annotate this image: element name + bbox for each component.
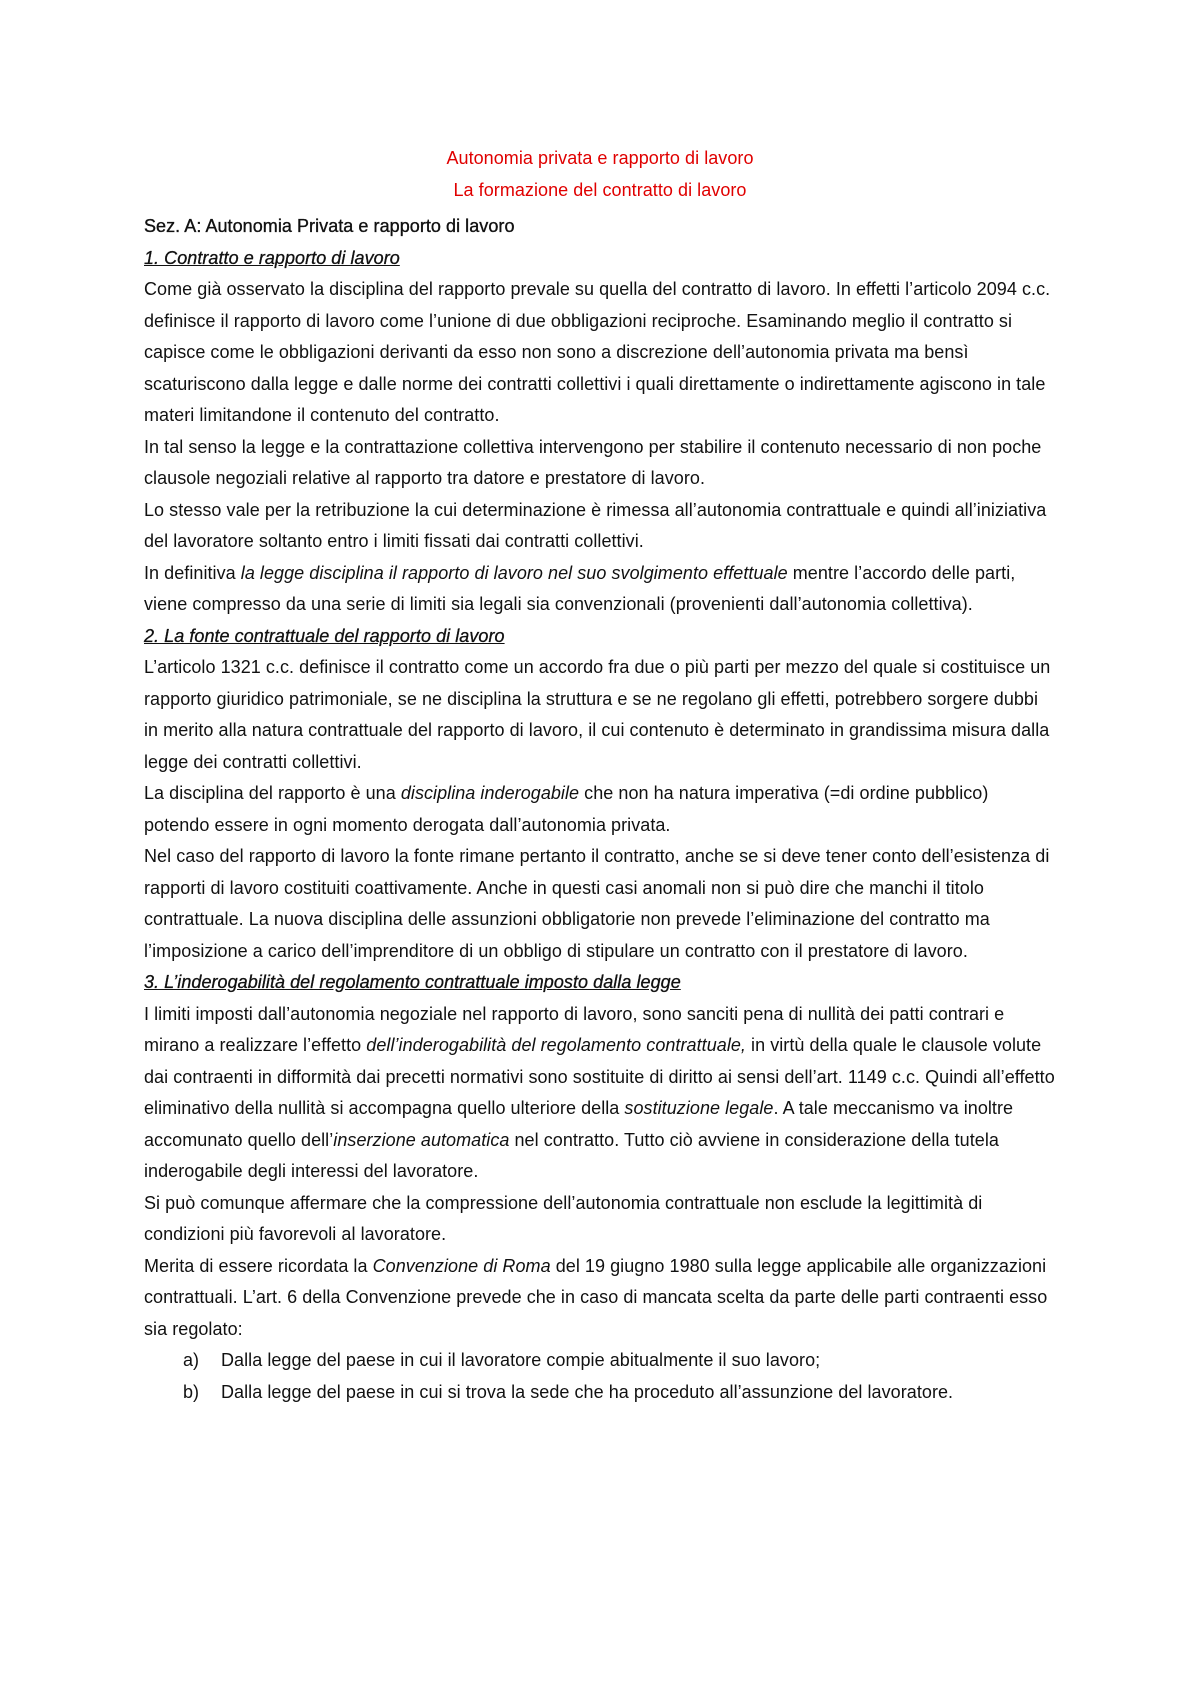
heading-3: 3. L’inderogabilità del regolamento contrattuale imposto dalla legge	[144, 972, 681, 992]
paragraph-4-emphasis: la legge disciplina il rapporto di lavoro nel suo svolgimento effettuale	[240, 562, 788, 583]
paragraph-9: Si può comunque affermare che la compressione dell’autonomia contrattuale non esclude la legittimità di condizioni più favorevoli al lavoratore.	[144, 1192, 983, 1244]
paragraph-8-text-a: I limiti imposti dall’autonomia negoziale nel rapporto di lavoro, sono sanciti pena di nullità dei patti contrari e mirano a realizzare l’effetto	[144, 1003, 1005, 1055]
list-item	[183, 1377, 1056, 1409]
heading-1: 1. Contratto e rapporto di lavoro	[144, 247, 400, 268]
paragraph-8-emphasis-3: inserzione automatica	[333, 1129, 510, 1150]
paragraph-6-text-a: La disciplina del rapporto è una	[144, 783, 401, 803]
list-item-text: Dalla legge del paese in cui si trova la sede che ha proceduto all’assunzione del lavoratore.	[221, 1381, 954, 1402]
paragraph-7: Nel caso del rapporto di lavoro la fonte rimane pertanto il contratto, anche se si deve tener conto dell’esistenza di rapporti di lavoro costituiti coattivamente. Anche in questi casi anomali non si può dire che manchi il titolo contrattuale. La nuova disciplina delle assunzioni obbligatorie non prevede l’eliminazione del contratto ma l’imposizione a carico dell’imprenditore di un obbligo di stipulare un contratto con il prestatore di lavoro.	[144, 846, 1050, 961]
paragraph-1: Come già osservato la disciplina del rapporto prevale su quella del contratto di lavoro. In effetti l’articolo 2094 c.c. definisce il rapporto di lavoro come l’unione di due obbligazioni reciproche. Esaminando meglio il contratto si capisce come le obbligazioni derivanti da esso non sono a discrezione dell’autonomia privata ma bensì scaturiscono dalla legge e dalle norme dei contratti collettivi i quali direttamente o indirettamente agiscono in tale materi limitandone il contenuto del contratto.	[144, 279, 1051, 425]
paragraph-10-text-a: Merita di essere ricordata la	[144, 1255, 373, 1276]
document-body	[144, 143, 1056, 1408]
paragraph-8-text-g: nel contratto. Tutto ciò avviene in considerazione della tutela inderogabile degli interessi del lavoratore.	[144, 1129, 999, 1181]
paragraph-3: Lo stesso vale per la retribuzione la cui determinazione è rimessa all’autonomia contrattuale e quindi all’iniziativa del lavoratore soltanto entro i limiti fissati dai contratti collettivi.	[144, 499, 1047, 551]
paragraph-6	[144, 778, 1056, 841]
paragraph-8-emphasis-1: dell’inderogabilità del regolamento contrattuale,	[366, 1035, 746, 1055]
paragraph-8-text-c: in virtù della quale le clausole volute dai contraenti in difformità dai precetti normativi sono sostituite di diritto ai sensi dell’art. 1149 c.c. Quindi all’effetto eliminativo della nullità si accompagna quello ulteriore della	[144, 1035, 1055, 1118]
paragraph-4	[144, 558, 1056, 621]
document-subtitle: La formazione del contratto di lavoro	[453, 179, 747, 200]
paragraph-10-text-c: del 19 giugno 1980 sulla legge applicabile alle organizzazioni contrattuali. L’art. 6 della Convenzione prevede che in caso di mancata scelta da parte delle parti contraenti esso sia regolato:	[144, 1255, 1048, 1339]
list-marker: b)	[183, 1381, 200, 1402]
paragraph-10	[144, 1251, 1056, 1346]
paragraph-10-emphasis: Convenzione di Roma	[372, 1255, 551, 1276]
paragraph-4-text-c: mentre l’accordo delle parti, viene compresso da una serie di limiti sia legali sia convenzionali (provenienti dall’autonomia collettiva).	[144, 562, 1016, 614]
section-label: Sez. A: Autonomia Privata e rapporto di lavoro	[144, 216, 515, 236]
paragraph-5: L’articolo 1321 c.c. definisce il contratto come un accordo fra due o più parti per mezzo del quale si costituisce un rapporto giuridico patrimoniale, se ne disciplina la struttura e se ne regolano gli effetti, potrebbero sorgere dubbi in merito alla natura contrattuale del rapporto di lavoro, il cui contenuto è determinato in grandissima misura dalla legge dei contratti collettivi.	[144, 657, 1051, 772]
list-item-text: Dalla legge del paese in cui il lavoratore compie abitualmente il suo lavoro;	[221, 1350, 821, 1370]
paragraph-6-text-c: che non ha natura imperativa (=di ordine pubblico) potendo essere in ogni momento derogata dall’autonomia privata.	[144, 783, 989, 835]
paragraph-2: In tal senso la legge e la contrattazione collettiva intervengono per stabilire il contenuto necessario di non poche clausole negoziali relative al rapporto tra datore e prestatore di lavoro.	[144, 436, 1042, 488]
paragraph-4-text-a: In definitiva	[144, 562, 241, 583]
paragraph-6-emphasis: disciplina inderogabile	[400, 783, 580, 803]
criteria-list	[144, 1345, 1056, 1408]
paragraph-8-emphasis-2: sostituzione legale	[624, 1098, 774, 1118]
document-title: Autonomia privata e rapporto di lavoro	[446, 148, 754, 168]
list-item	[183, 1345, 1056, 1377]
list-marker: a)	[183, 1350, 200, 1370]
paragraph-8-text-e: . A tale meccanismo va inoltre accomunato quello dell’	[144, 1098, 1014, 1150]
paragraph-8	[144, 999, 1056, 1188]
heading-2: 2. La fonte contrattuale del rapporto di lavoro	[144, 625, 505, 646]
